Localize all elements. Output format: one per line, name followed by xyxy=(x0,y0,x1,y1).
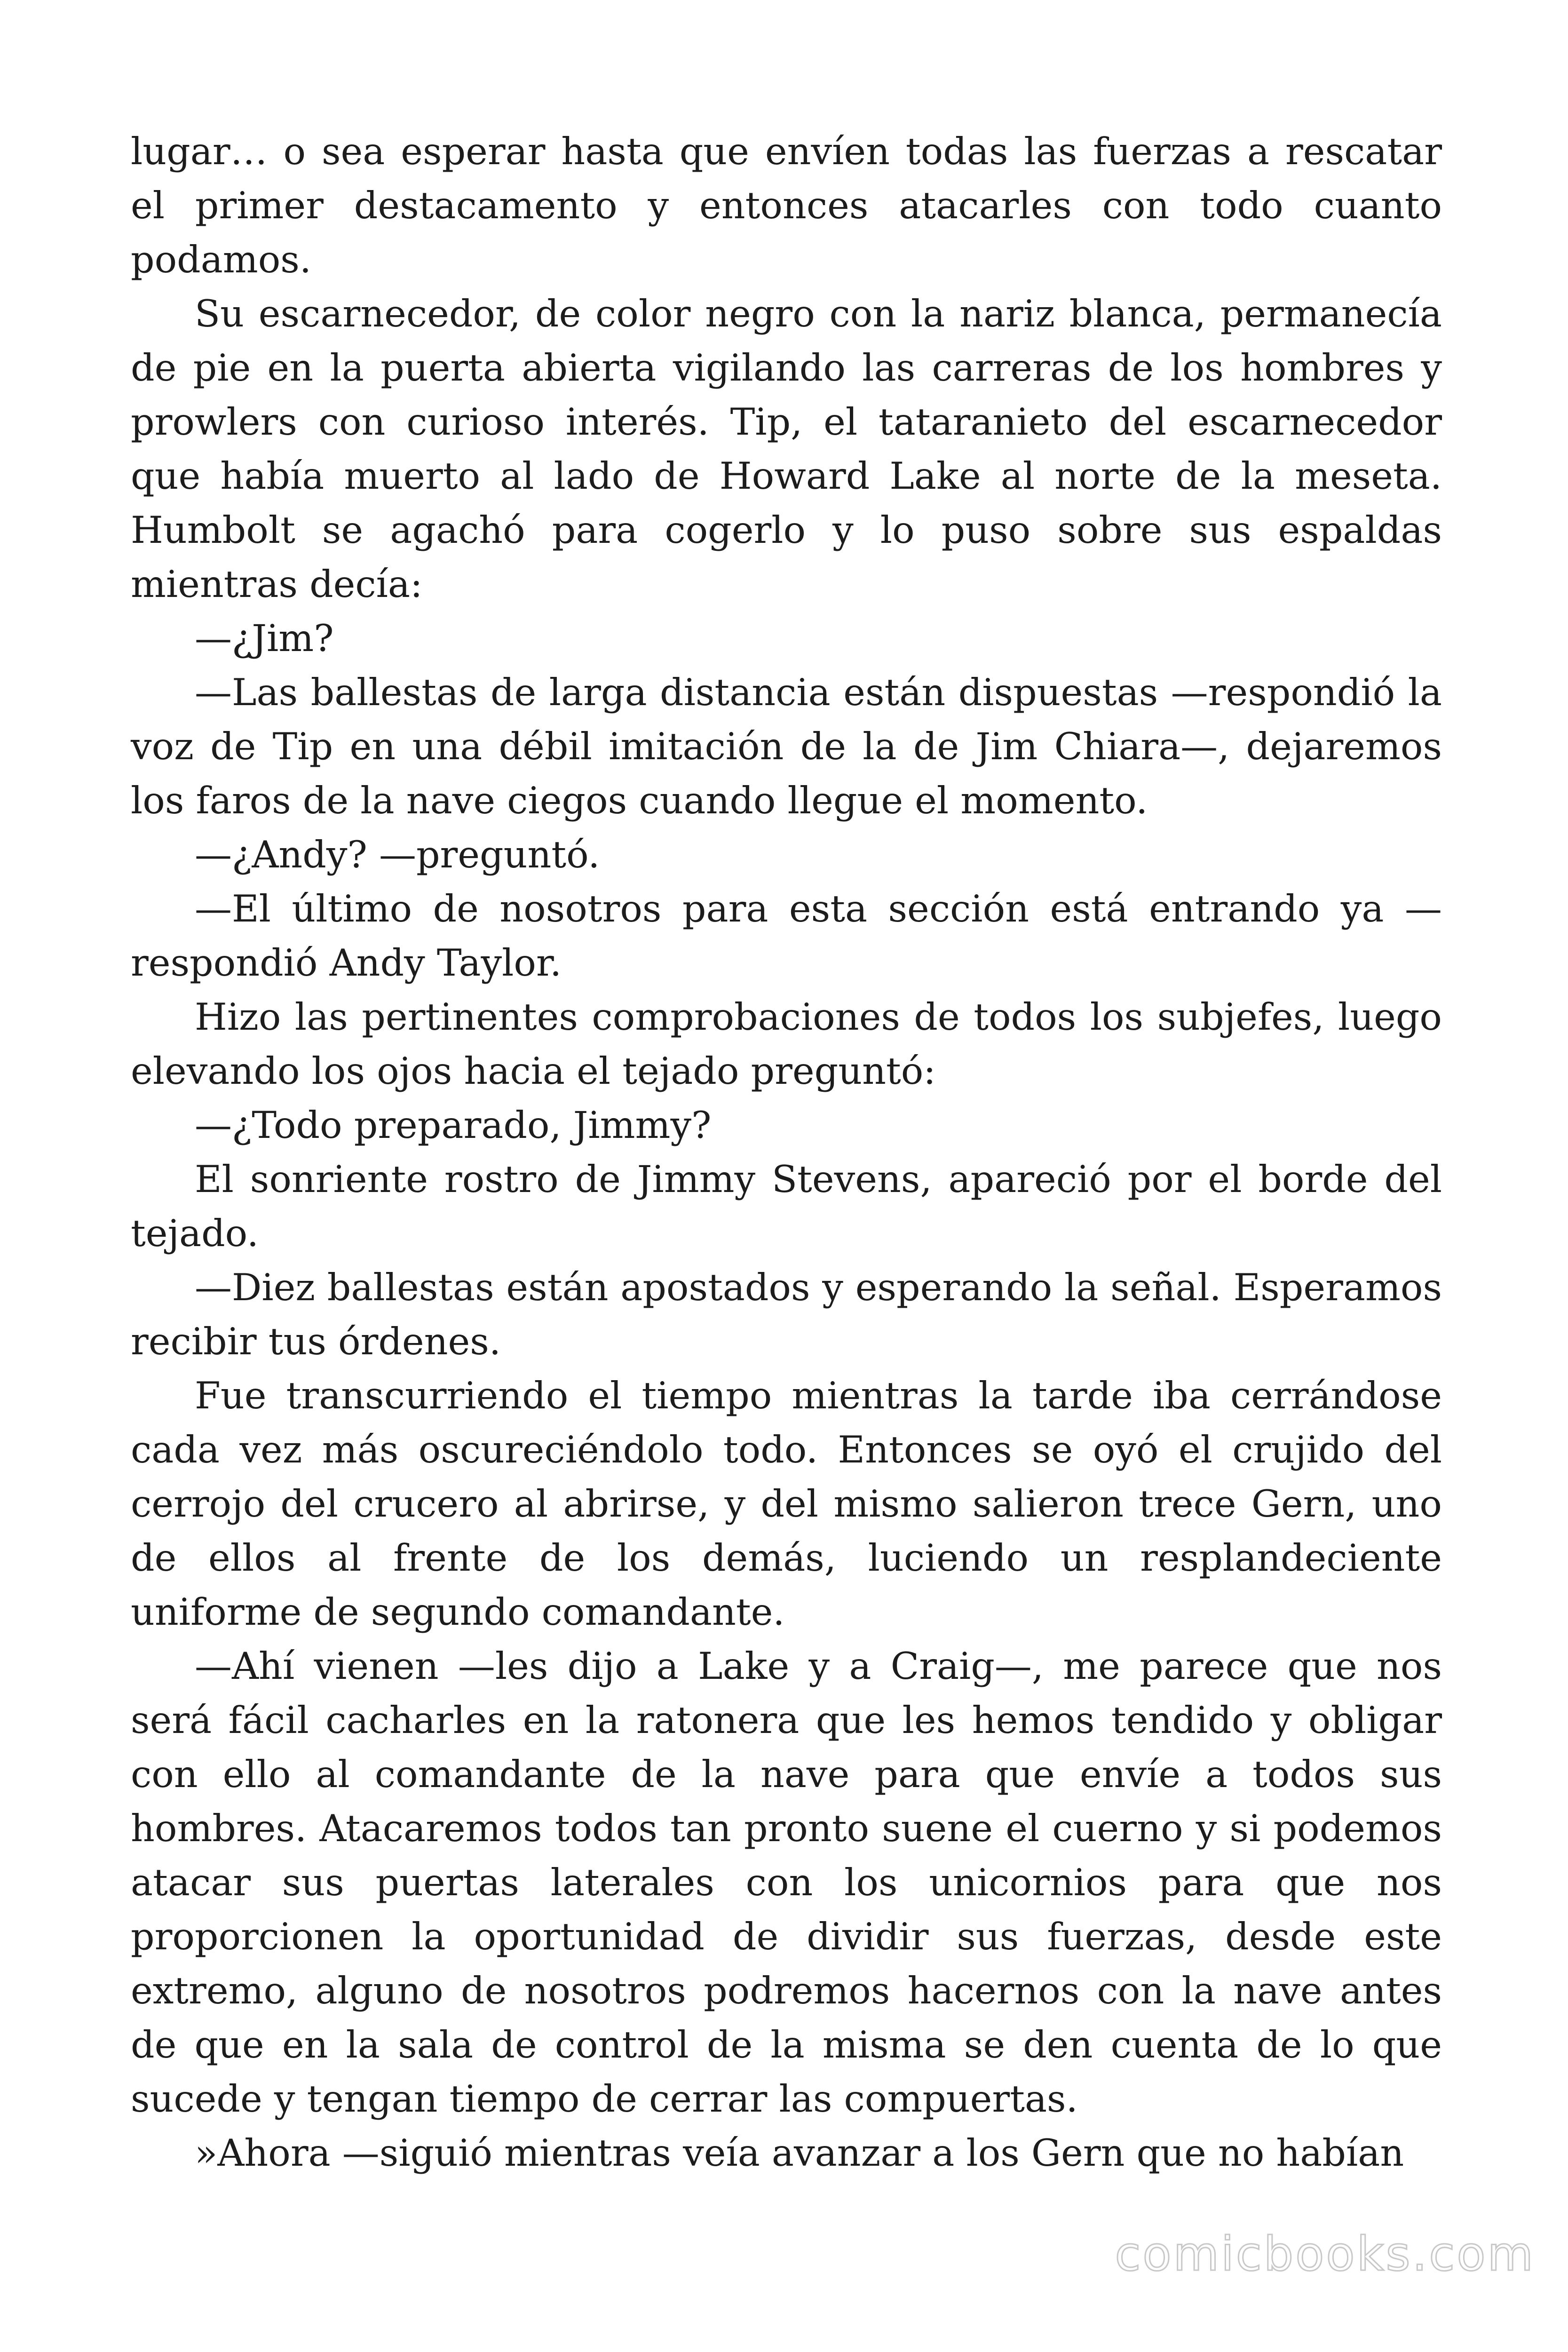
dialogue-line: —Las ballestas de larga distancia están dispuestas —respondió la voz de Tip en una débil imitación de la de Jim Chiara—, dejaremos los faros de la nave ciegos cuando llegue el momento. xyxy=(131,671,1442,822)
dialogue-line: »Ahora —siguió mientras veía avanzar a los Gern que no habían xyxy=(195,2131,1404,2175)
paragraph: El sonriente rostro de Jimmy Stevens, apareció por el borde del tejado. xyxy=(131,1158,1442,1255)
paragraph-continuation: lugar… o sea esperar hasta que envíen todas las fuerzas a rescatar el primer destacamento y entonces atacarles con todo cuanto podamos. xyxy=(131,130,1442,281)
paragraph: Hizo las pertinentes comprobaciones de todos los subjefes, luego elevando los ojos hacia el tejado preguntó: xyxy=(131,995,1442,1093)
dialogue-line: —¿Andy? —preguntó. xyxy=(195,833,600,876)
dialogue-line: —¿Jim? xyxy=(195,617,334,660)
watermark: comicbooks.com xyxy=(1115,2226,1535,2281)
dialogue-line: —Diez ballestas están apostados y esperando la señal. Esperamos recibir tus órdenes. xyxy=(131,1266,1442,1363)
dialogue-line: —Ahí vienen —les dijo a Lake y a Craig—, me parece que nos será fácil cacharles en la ratonera que les hemos tendido y obligar con ello al comandante de la nave para que envíe a todos sus hombres. Atacaremos todos tan pronto suene el cuerno y si podemos atacar sus puertas laterales con los unicornios para que nos proporcionen la oportunidad de dividir sus fuerzas, desde este extremo, alguno de nosotros podremos hacernos con la nave antes de que en la sala de control de la misma se den cuenta de lo que sucede y tengan tiempo de cerrar las compuertas. xyxy=(131,1645,1442,2121)
dialogue-line: —El último de nosotros para esta sección está entrando ya —respondió Andy Taylor. xyxy=(131,887,1442,985)
body-text xyxy=(131,125,1442,2180)
paragraph: Fue transcurriendo el tiempo mientras la tarde iba cerrándose cada vez más oscureciéndolo todo. Entonces se oyó el crujido del cerrojo del crucero al abrirse, y del mismo salieron trece Gern, uno de ellos al frente de los demás, luciendo un resplandeciente uniforme de segundo comandante. xyxy=(131,1374,1442,1634)
paragraph: Su escarnecedor, de color negro con la nariz blanca, permanecía de pie en la puerta abierta vigilando las carreras de los hombres y prowlers con curioso interés. Tip, el tataranieto del escarnecedor que había muerto al lado de Howard Lake al norte de la meseta. Humbolt se agachó para cogerlo y lo puso sobre sus espaldas mientras decía: xyxy=(131,292,1442,606)
dialogue-line: —¿Todo preparado, Jimmy? xyxy=(195,1104,712,1147)
